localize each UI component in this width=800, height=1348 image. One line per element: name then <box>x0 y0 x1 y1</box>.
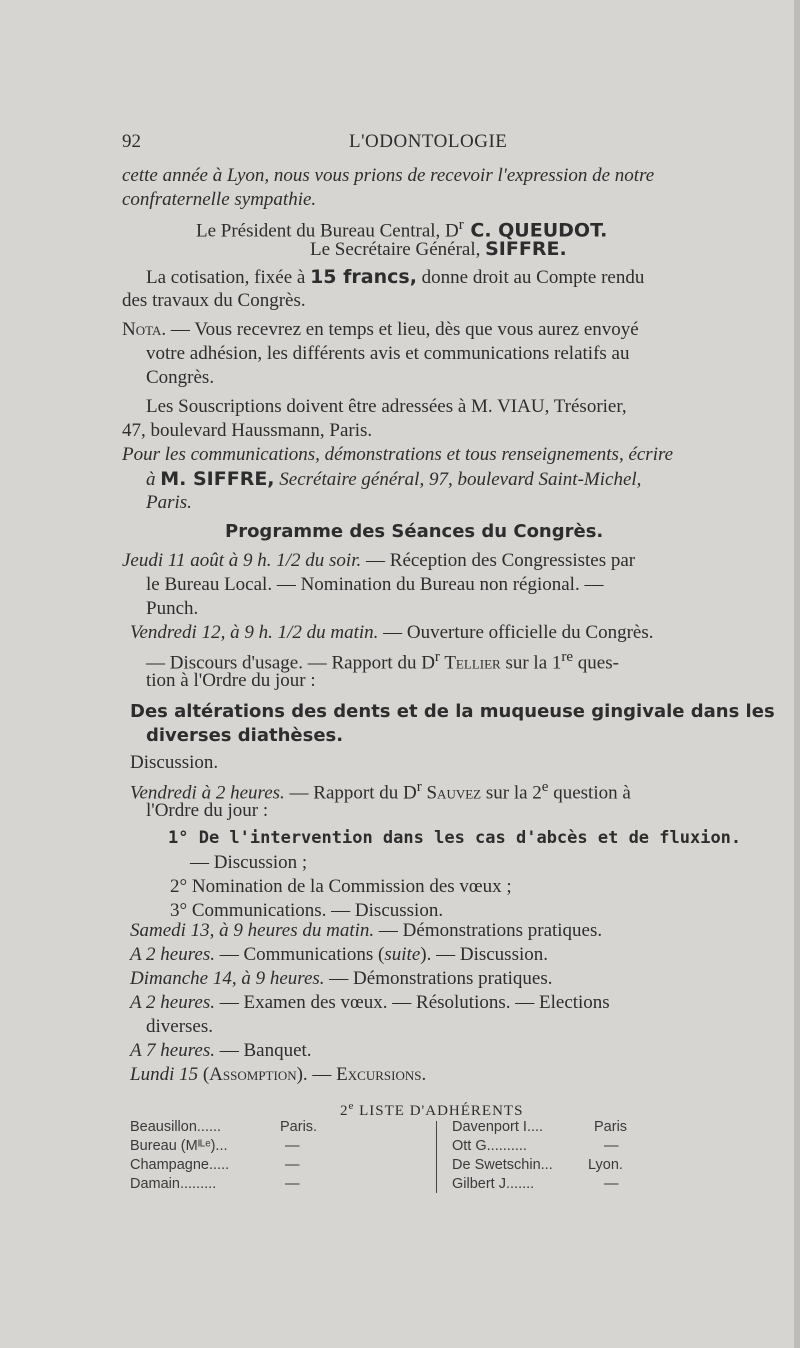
text-line: — Discussion ; <box>190 852 308 873</box>
text-line: Dimanche 14, à 9 heures. — Démonstrations pratiques. <box>130 968 553 989</box>
adherents-left-column <box>130 1118 430 1194</box>
text-line: votre adhésion, les différents avis et communications relatifs au <box>146 343 630 364</box>
adherent-name: Ott G.......... <box>452 1138 527 1154</box>
text-line: — Discours d'usage. — Rapport du $D^r$ Tellier sur la 1re ques- <box>146 649 619 674</box>
adherent-city: — <box>285 1157 300 1173</box>
text-line: A 2 heures. — Examen des vœux. — Résolutions. — Elections <box>130 992 610 1013</box>
signature-secretary: Le Secrétaire Général, SIFFRE. <box>310 238 567 260</box>
programme-title: Programme des Séances du Congrès. <box>225 521 604 542</box>
adherent-city: — <box>285 1176 300 1192</box>
page-number: 92 <box>122 131 141 152</box>
text-line: Samedi 13, à 9 heures du matin. — Démonstrations pratiques. <box>130 920 603 941</box>
text-line: tion à l'Ordre du jour : <box>146 670 316 691</box>
text-line: 47, boulevard Haussmann, Paris. <box>122 420 373 441</box>
text-line: La cotisation, fixée à 15 francs, donne droit au Compte rendu <box>146 266 645 288</box>
text-line: 2° Nomination de la Commission des vœux ; <box>170 876 512 897</box>
adherent-city: Paris <box>594 1119 628 1135</box>
text-line: A 2 heures. — Communications (suite). — Discussion. <box>130 944 548 965</box>
adherent-city: — <box>285 1138 300 1154</box>
list-item <box>452 1156 752 1175</box>
text-line: 3° Communications. — Discussion. <box>170 900 444 921</box>
text-line: diverses. <box>146 1016 214 1037</box>
list-item <box>452 1175 752 1194</box>
adherent-city: Lyon. <box>588 1157 623 1173</box>
running-head: L'ODONTOLOGIE <box>349 131 508 152</box>
question-title: 1° De l'intervention dans les cas d'abcès et de fluxion. <box>168 828 742 848</box>
list-item <box>452 1118 752 1137</box>
text-line: Pour les communications, démonstrations et tous renseignements, écrire <box>122 444 674 465</box>
adherent-name: De Swetschin... <box>452 1157 553 1173</box>
text-line: Paris. <box>146 492 192 513</box>
text-line: Les Souscriptions doivent être adressées à M. VIAU, Trésorier, <box>146 396 627 417</box>
list-title: 2e LISTE D'ADHÉRENTS <box>340 1100 524 1119</box>
adherent-name: Damain......... <box>130 1176 217 1192</box>
signature-president: Le Président du Bureau Central, $D^r$ C. QUEUDOT. <box>196 217 608 242</box>
text-line: confraternelle sympathie. <box>122 189 317 210</box>
nota-line: Nota. — Vous recevrez en temps et lieu, dès que vous aurez envoyé <box>122 319 639 340</box>
text-line: le Bureau Local. — Nomination du Bureau non régional. — <box>146 574 604 595</box>
question-title: diverses diathèses. <box>146 725 344 746</box>
adherents-right-column <box>452 1118 752 1194</box>
adherent-name: Davenport I.... <box>452 1119 544 1135</box>
column-divider <box>436 1121 437 1193</box>
list-item <box>452 1137 752 1156</box>
adherent-name: Beausillon...... <box>130 1119 222 1135</box>
text-line: Congrès. <box>146 367 215 388</box>
text-line: A 7 heures. — Banquet. <box>130 1040 312 1061</box>
text-line: à M. SIFFRE, Secrétaire général, 97, boulevard Saint-Michel, <box>146 468 642 490</box>
text-line: Vendredi 12, à 9 h. 1/2 du matin. — Ouverture officielle du Congrès. <box>130 622 654 643</box>
text-line: Punch. <box>146 598 199 619</box>
adherent-name: Gilbert J....... <box>452 1176 535 1192</box>
text-line: Discussion. <box>130 752 219 773</box>
list-item <box>130 1175 430 1194</box>
question-title: Des altérations des dents et de la muqueuse gingivale dans les <box>130 701 775 722</box>
adherent-city: — <box>604 1138 619 1154</box>
adherent-city: — <box>604 1176 619 1192</box>
list-item <box>130 1156 430 1175</box>
text-line: des travaux du Congrès. <box>122 290 306 311</box>
adherent-name: Bureau (Mᴵᴸᵉ)... <box>130 1138 228 1154</box>
text-line: Jeudi 11 août à 9 h. 1/2 du soir. — Réception des Congressistes par <box>122 550 636 571</box>
adherent-name: Champagne..... <box>130 1157 230 1173</box>
list-item <box>130 1118 430 1137</box>
text-line: Vendredi à 2 heures. — Rapport du $D^r$ Sauvez sur la 2e question à <box>130 779 631 804</box>
list-item <box>130 1137 430 1156</box>
text-line: Lundi 15 (Assomption). — Excursions. <box>130 1064 427 1085</box>
text-line: l'Ordre du jour : <box>146 800 269 821</box>
adherent-city: Paris. <box>280 1119 318 1135</box>
page-edge <box>794 0 800 1348</box>
text-line: cette année à Lyon, nous vous prions de recevoir l'expression de notre <box>122 165 655 186</box>
